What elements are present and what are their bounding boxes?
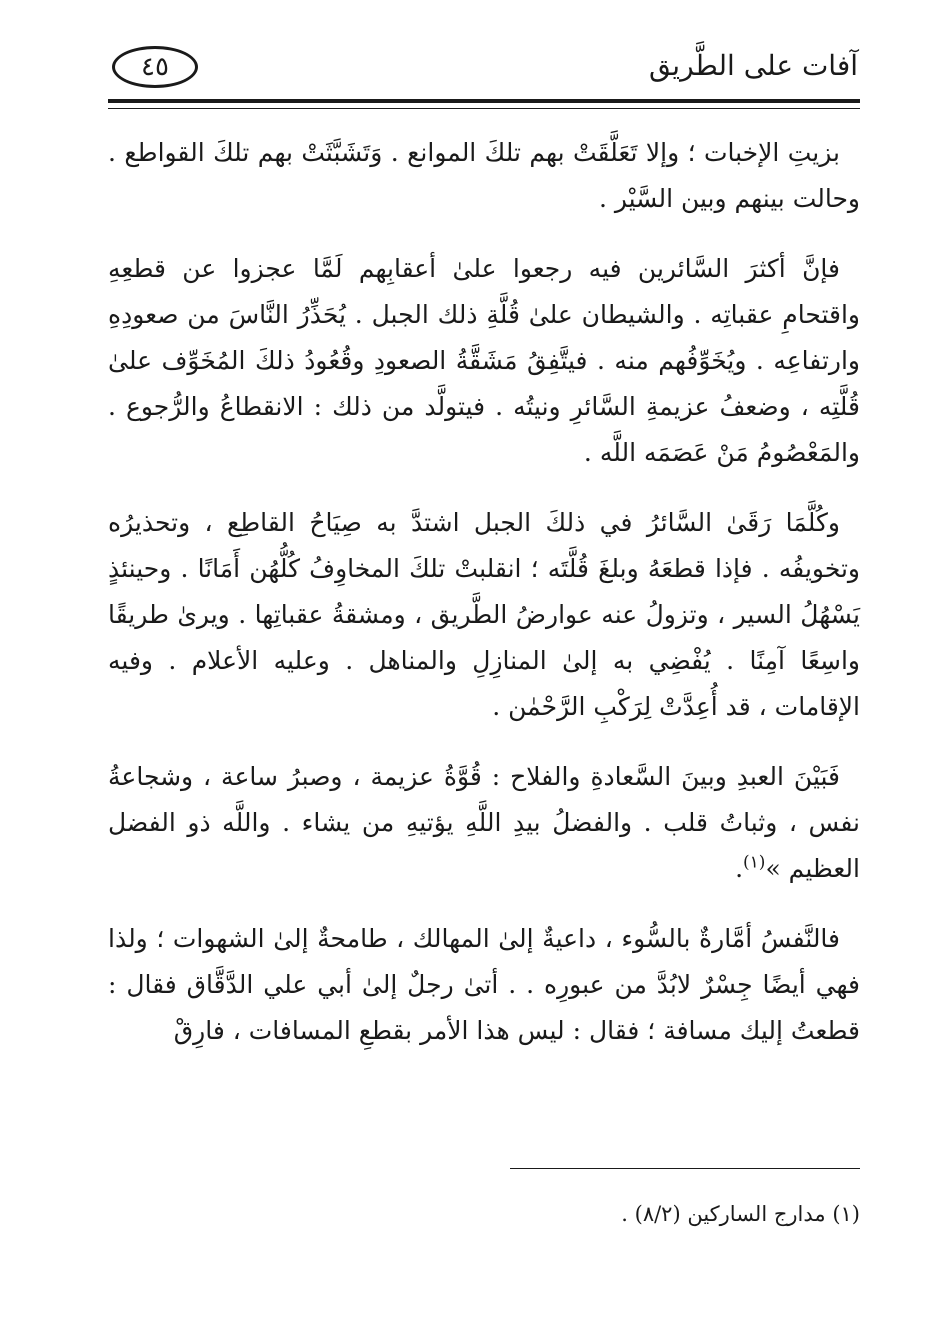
body-text: [108, 130, 860, 1078]
footnote: (١) مدارج الساركين (٨/٢) .: [621, 1202, 860, 1226]
paragraph-4: [108, 754, 860, 892]
running-title: آفات على الطَّريق: [648, 49, 858, 82]
footnote-separator: [510, 1168, 860, 1169]
paragraph-5: فالنَّفسُ أمَّارةٌ بالسُّوء ، داعيةٌ إلىٰ المهالك ، طامحةٌ إلىٰ الشهوات ؛ ولذا فهي أيضًا جِسْرٌ لابُدَّ من عبورِه . . أتىٰ رجلٌ إلىٰ أبي علي الدَّقَّاق فقال : قطعتُ إليك مسافة ؛ فقال : ليس هذا الأمر بقطعِ المسافات ، فارِقْ: [108, 924, 860, 1045]
paragraph-2: فإنَّ أكثرَ السَّائرين فيه رجعوا علىٰ أعقابِهم لَمَّا عجزوا عن قطعِهِ واقتحامِ عقباتِه . والشيطان علىٰ قُلَّةِ ذلك الجبل . يُحَذِّرُ النَّاسَ من صعودِهِ وارتفاعِه . ويُخَوِّفُهم منه . فيتَّفِقُ مَشَقَّةُ الصعودِ وقُعُودُ ذلكَ المُخَوِّف علىٰ قُلَّتِه ، وضعفُ عزيمةِ السَّائرِ ونيتُه . فيتولَّد من ذلك : الانقطاعُ والرُّجوع . والمَعْصُومُ مَنْ عَصَمَه اللَّه .: [108, 254, 860, 467]
page-number: ٤٥: [112, 46, 198, 88]
footnote-reference: (١): [743, 852, 766, 873]
paragraph-4-text: فَبَيْنَ العبدِ وبينَ السَّعادةِ والفلاح : قُوَّةُ عزيمة ، وصبرُ ساعة ، وشجاعةُ نفس ، وثباتُ قلب . والفضلُ بيدِ اللَّهِ يؤتيهِ من يشاء . واللَّه ذو الفضل العظيم »: [108, 762, 860, 883]
paragraph-4-end: .: [735, 854, 744, 883]
header-rule-thin: [108, 108, 860, 109]
paragraph-1: بزيتِ الإخبات ؛ وإلا تَعَلَّقَتْ بهم تلكَ الموانع . وَتَشَبَّثَتْ بهم تلكَ القواطع . وحالت بينهم وبين السَّيْر .: [108, 138, 860, 213]
header-rule-thick: [108, 99, 860, 103]
page-header: [108, 40, 858, 98]
paragraph-3: وكُلَّمَا رَقَىٰ السَّائرُ في ذلكَ الجبل اشتدَّ به صِيَاحُ القاطِع ، وتحذيرُه وتخويفُه . فإذا قطعَهُ وبلغَ قُلَّتَه ؛ انقلبتْ تلكَ المخاوِفُ كُلُّهُن أَمَانًا . وحينئذٍ يَسْهُلُ السير ، وتزولُ عنه عوارضُ الطَّريق ، ومشقةُ عقباتِها . ويرىٰ طريقًا واسِعًا آمِنًا . يُفْضِي به إلىٰ المنازِلِ والمناهل . وعليه الأعلام . وفيه الإقامات ، قد أُعِدَّتْ لِرَكْبِ الرَّحْمٰن .: [108, 508, 860, 721]
